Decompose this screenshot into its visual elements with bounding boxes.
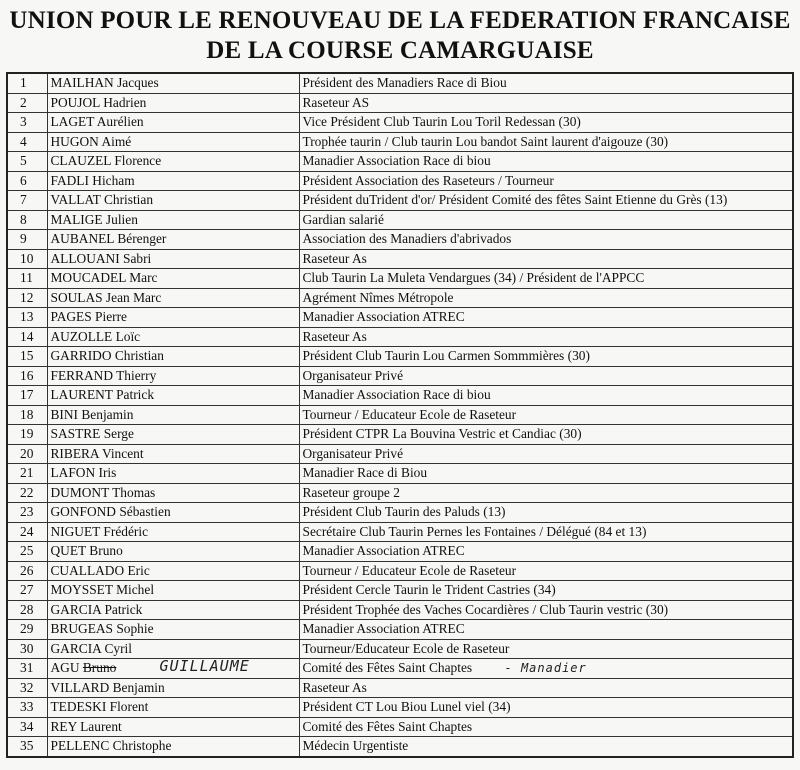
member-role-text: Tourneur / Educateur Ecole de Raseteur	[302, 562, 517, 578]
member-name	[47, 113, 299, 133]
member-name-text: REY Laurent	[50, 718, 122, 734]
member-name	[47, 132, 299, 152]
table-row	[7, 93, 793, 113]
row-number: 2	[7, 93, 47, 113]
table-row	[7, 678, 793, 698]
member-role-text: Tourneur / Educateur Ecole de Raseteur	[302, 406, 517, 422]
member-role-text: Comité des Fêtes Saint Chaptes	[302, 718, 473, 734]
member-name	[47, 464, 299, 484]
member-name	[47, 327, 299, 347]
table-row	[7, 171, 793, 191]
table-row	[7, 542, 793, 562]
member-name-text: SOULAS Jean Marc	[50, 289, 162, 305]
member-role	[299, 327, 793, 347]
table-row	[7, 503, 793, 523]
member-name	[47, 308, 299, 328]
table-row	[7, 737, 793, 757]
member-name	[47, 425, 299, 445]
member-role	[299, 132, 793, 152]
member-name	[47, 483, 299, 503]
member-name-text: CLAUZEL Florence	[50, 153, 162, 169]
member-name-text: VILLARD Benjamin	[50, 679, 165, 695]
members-table-body	[7, 73, 793, 757]
table-row	[7, 386, 793, 406]
member-name-text: BINI Benjamin	[50, 406, 134, 422]
member-role	[299, 678, 793, 698]
member-name	[47, 171, 299, 191]
member-role	[299, 425, 793, 445]
member-role	[299, 93, 793, 113]
member-name-text: QUET Bruno	[50, 543, 123, 559]
member-name-text: GARRIDO Christian	[50, 348, 164, 364]
member-role	[299, 717, 793, 737]
table-row	[7, 249, 793, 269]
member-role-text: Président Cercle Taurin le Trident Castries (34)	[302, 582, 556, 598]
row-number: 27	[7, 581, 47, 601]
member-name	[47, 503, 299, 523]
row-number: 1	[7, 73, 47, 93]
member-name	[47, 659, 299, 679]
member-role	[299, 503, 793, 523]
member-role	[299, 698, 793, 718]
member-name	[47, 620, 299, 640]
row-number: 33	[7, 698, 47, 718]
table-row	[7, 269, 793, 289]
members-table	[6, 72, 794, 758]
member-role	[299, 386, 793, 406]
member-name-text: MALIGE Julien	[50, 211, 138, 227]
member-role-text: Président des Manadiers Race di Biou	[302, 75, 507, 91]
member-role	[299, 581, 793, 601]
member-role-text: Manadier Association ATREC	[302, 621, 465, 637]
table-row	[7, 639, 793, 659]
row-number: 6	[7, 171, 47, 191]
row-number: 11	[7, 269, 47, 289]
table-row	[7, 308, 793, 328]
member-name	[47, 698, 299, 718]
member-name	[47, 210, 299, 230]
row-number: 21	[7, 464, 47, 484]
member-name	[47, 386, 299, 406]
member-name	[47, 73, 299, 93]
table-row	[7, 327, 793, 347]
row-number: 25	[7, 542, 47, 562]
member-role	[299, 522, 793, 542]
member-role	[299, 444, 793, 464]
table-row	[7, 191, 793, 211]
member-name-text: MOUCADEL Marc	[50, 270, 158, 286]
member-role-text: Organisateur Privé	[302, 445, 404, 461]
member-role	[299, 464, 793, 484]
member-name	[47, 561, 299, 581]
member-name-text: HUGON Aimé	[50, 133, 132, 149]
member-role-text: Médecin Urgentiste	[302, 738, 409, 754]
member-role-text: Président CT Lou Biou Lunel viel (34)	[302, 699, 511, 715]
row-number: 19	[7, 425, 47, 445]
member-name	[47, 249, 299, 269]
member-name-text: RIBERA Vincent	[50, 445, 144, 461]
member-name	[47, 444, 299, 464]
member-role	[299, 210, 793, 230]
table-row	[7, 522, 793, 542]
row-number: 9	[7, 230, 47, 250]
row-number: 24	[7, 522, 47, 542]
row-number: 17	[7, 386, 47, 406]
table-row	[7, 561, 793, 581]
member-role-text: Organisateur Privé	[302, 367, 404, 383]
member-name-text: PAGES Pierre	[50, 309, 128, 325]
title-line-1: UNION POUR LE RENOUVEAU DE LA FEDERATION FRANCAISE	[9, 7, 791, 34]
table-row	[7, 113, 793, 133]
row-number: 14	[7, 327, 47, 347]
row-number: 35	[7, 737, 47, 757]
table-row	[7, 483, 793, 503]
table-row	[7, 366, 793, 386]
member-name	[47, 288, 299, 308]
member-name-text: AUZOLLE Loïc	[50, 328, 141, 344]
member-name	[47, 405, 299, 425]
table-row	[7, 717, 793, 737]
member-name	[47, 581, 299, 601]
member-name-text: NIGUET Frédéric	[50, 523, 149, 539]
handwritten-name-correction: GUILLAUME	[159, 658, 250, 675]
member-name-text: MOYSSET Michel	[50, 582, 155, 598]
member-role-text: Raseteur AS	[302, 94, 370, 110]
table-row	[7, 425, 793, 445]
member-role-text: Club Taurin La Muleta Vendargues (34) / Président de l'APPCC	[302, 270, 645, 286]
table-row	[7, 230, 793, 250]
row-number: 18	[7, 405, 47, 425]
member-role-text: Association des Manadiers d'abrivados	[302, 231, 512, 247]
row-number: 28	[7, 600, 47, 620]
member-name-text: DUMONT Thomas	[50, 484, 156, 500]
row-number: 16	[7, 366, 47, 386]
member-role-text: Manadier Association ATREC	[302, 309, 465, 325]
table-row	[7, 132, 793, 152]
table-row	[7, 210, 793, 230]
table-row	[7, 620, 793, 640]
document-title	[0, 6, 800, 66]
row-number: 10	[7, 249, 47, 269]
member-name-text: GARCIA Patrick	[50, 601, 143, 617]
member-name-text: POUJOL Hadrien	[50, 94, 147, 110]
member-role	[299, 249, 793, 269]
member-role-text: Président Trophée des Vaches Cocardières / Club Taurin vestric (30)	[302, 601, 669, 617]
member-role-text: Raseteur As	[302, 250, 367, 266]
member-role	[299, 620, 793, 640]
member-name	[47, 717, 299, 737]
member-name	[47, 230, 299, 250]
member-name-text: FERRAND Thierry	[50, 367, 157, 383]
row-number: 34	[7, 717, 47, 737]
member-role-text: Trophée taurin / Club taurin Lou bandot Saint laurent d'aigouze (30)	[302, 133, 669, 149]
table-row	[7, 347, 793, 367]
table-row	[7, 581, 793, 601]
member-name-text: PELLENC Christophe	[50, 738, 172, 754]
member-name-text: VALLAT Christian	[50, 192, 154, 208]
member-name	[47, 737, 299, 757]
member-role-text: Manadier Association Race di biou	[302, 387, 491, 403]
member-name-text: AUBANEL Bérenger	[50, 231, 167, 247]
row-number: 7	[7, 191, 47, 211]
row-number: 20	[7, 444, 47, 464]
member-name	[47, 191, 299, 211]
member-role-text: Secrétaire Club Taurin Pernes les Fontaines / Délégué (84 et 13)	[302, 523, 647, 539]
member-name-text: FADLI Hicham	[50, 172, 135, 188]
member-name-text: GARCIA Cyril	[50, 640, 132, 656]
row-number: 23	[7, 503, 47, 523]
member-role	[299, 288, 793, 308]
member-role	[299, 542, 793, 562]
member-role-text: Manadier Race di Biou	[302, 465, 428, 481]
member-name	[47, 639, 299, 659]
member-name	[47, 600, 299, 620]
member-role	[299, 347, 793, 367]
member-role	[299, 73, 793, 93]
member-name	[47, 152, 299, 172]
member-role-text: Manadier Association ATREC	[302, 543, 465, 559]
member-name	[47, 522, 299, 542]
member-role-text: Raseteur groupe 2	[302, 484, 400, 500]
member-role-text: Gardian salarié	[302, 211, 384, 227]
member-role	[299, 600, 793, 620]
table-row	[7, 464, 793, 484]
row-number: 13	[7, 308, 47, 328]
table-row	[7, 288, 793, 308]
member-name-text: LAFON Iris	[50, 465, 117, 481]
member-name	[47, 347, 299, 367]
member-role	[299, 269, 793, 289]
member-name	[47, 678, 299, 698]
member-role	[299, 366, 793, 386]
member-name-text: AGU	[50, 660, 80, 676]
member-role	[299, 171, 793, 191]
member-role-text: Président Club Taurin des Paluds (13)	[302, 504, 506, 520]
row-number: 15	[7, 347, 47, 367]
row-number: 4	[7, 132, 47, 152]
member-role	[299, 113, 793, 133]
member-name	[47, 366, 299, 386]
member-name-text: BRUGEAS Sophie	[50, 621, 154, 637]
member-name-text: ALLOUANI Sabri	[50, 250, 152, 266]
member-name-text: MAILHAN Jacques	[50, 75, 159, 91]
member-role	[299, 230, 793, 250]
member-name-text: SASTRE Serge	[50, 426, 134, 442]
row-number: 22	[7, 483, 47, 503]
member-name-text: LAGET Aurélien	[50, 114, 144, 130]
member-name-text: GONFOND Sébastien	[50, 504, 171, 520]
table-row	[7, 659, 793, 679]
member-name	[47, 93, 299, 113]
member-name-text: LAURENT Patrick	[50, 387, 155, 403]
table-row	[7, 698, 793, 718]
member-role-text: Président duTrident d'or/ Président Comité des fêtes Saint Etienne du Grès (13)	[302, 192, 728, 208]
handwritten-role-note: - Manadier	[504, 661, 587, 675]
table-row	[7, 600, 793, 620]
member-role	[299, 737, 793, 757]
member-role	[299, 639, 793, 659]
member-name-text: CUALLADO Eric	[50, 562, 150, 578]
member-name	[47, 542, 299, 562]
member-role-text: Vice Président Club Taurin Lou Toril Redessan (30)	[302, 114, 581, 130]
member-role-text: Comité des Fêtes Saint Chaptes	[302, 660, 473, 676]
member-role	[299, 152, 793, 172]
member-role-text: Tourneur/Educateur Ecole de Raseteur	[302, 640, 510, 656]
row-number: 29	[7, 620, 47, 640]
row-number: 12	[7, 288, 47, 308]
row-number: 5	[7, 152, 47, 172]
member-role-text: Président CTPR La Bouvina Vestric et Candiac (30)	[302, 426, 582, 442]
member-role-text: Raseteur As	[302, 328, 367, 344]
member-role	[299, 405, 793, 425]
member-name-text: TEDESKI Florent	[50, 699, 149, 715]
title-line-2: DE LA COURSE CAMARGUAISE	[206, 37, 594, 64]
table-row	[7, 73, 793, 93]
member-role-text: Président Club Taurin Lou Carmen Sommmières (30)	[302, 348, 590, 364]
member-role-text: Raseteur As	[302, 679, 367, 695]
member-role	[299, 561, 793, 581]
member-role	[299, 308, 793, 328]
row-number: 3	[7, 113, 47, 133]
member-name	[47, 269, 299, 289]
row-number: 8	[7, 210, 47, 230]
row-number: 32	[7, 678, 47, 698]
table-row	[7, 444, 793, 464]
row-number: 30	[7, 639, 47, 659]
table-row	[7, 152, 793, 172]
member-role	[299, 191, 793, 211]
member-role	[299, 483, 793, 503]
table-row	[7, 405, 793, 425]
struck-first-name: Bruno	[82, 660, 117, 676]
row-number: 31	[7, 659, 47, 679]
member-role	[299, 659, 793, 679]
member-role-text: Agrément Nîmes Métropole	[302, 289, 454, 305]
row-number: 26	[7, 561, 47, 581]
member-role-text: Manadier Association Race di biou	[302, 153, 491, 169]
member-role-text: Président Association des Raseteurs / Tourneur	[302, 172, 554, 188]
